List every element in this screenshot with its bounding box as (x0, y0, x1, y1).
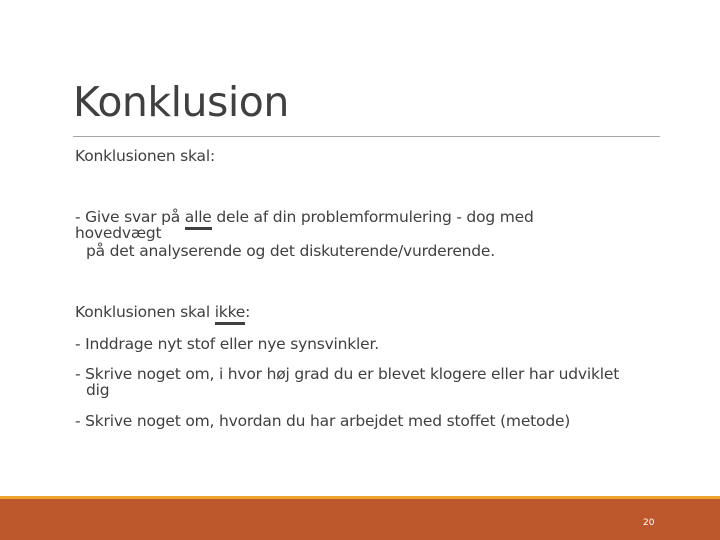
not-intro-prefix: Konklusionen skal (75, 303, 215, 321)
slide-title: Konklusion (73, 78, 289, 126)
not-item-2-wrap: dig (86, 381, 110, 399)
emphasis-ikke: ikke (214, 303, 246, 321)
intro-text: Konklusionen skal: (75, 147, 215, 165)
not-item-3: - Skrive noget om, hvordan du har arbejdet med stoffet (metode) (75, 412, 571, 430)
must-item-1-wrap: hovedvægt (75, 224, 162, 242)
not-item-2: - Skrive noget om, i hvor høj grad du er blevet klogere eller har udviklet (75, 365, 620, 383)
footer-band (0, 499, 720, 540)
must-item-1-suffix: dele af din problemformulering - dog med (211, 208, 534, 226)
page-number: 20 (643, 518, 655, 528)
emphasis-alle: alle (184, 208, 212, 226)
title-divider (73, 136, 660, 137)
must-item-1-prefix: - Give svar på (75, 208, 185, 226)
not-intro-suffix: : (245, 303, 251, 321)
not-intro-text (75, 305, 250, 321)
not-item-1: - Inddrage nyt stof eller nye synsvinkler. (75, 335, 379, 353)
must-item-1-continuation: på det analyserende og det diskuterende/vurderende. (86, 242, 495, 260)
